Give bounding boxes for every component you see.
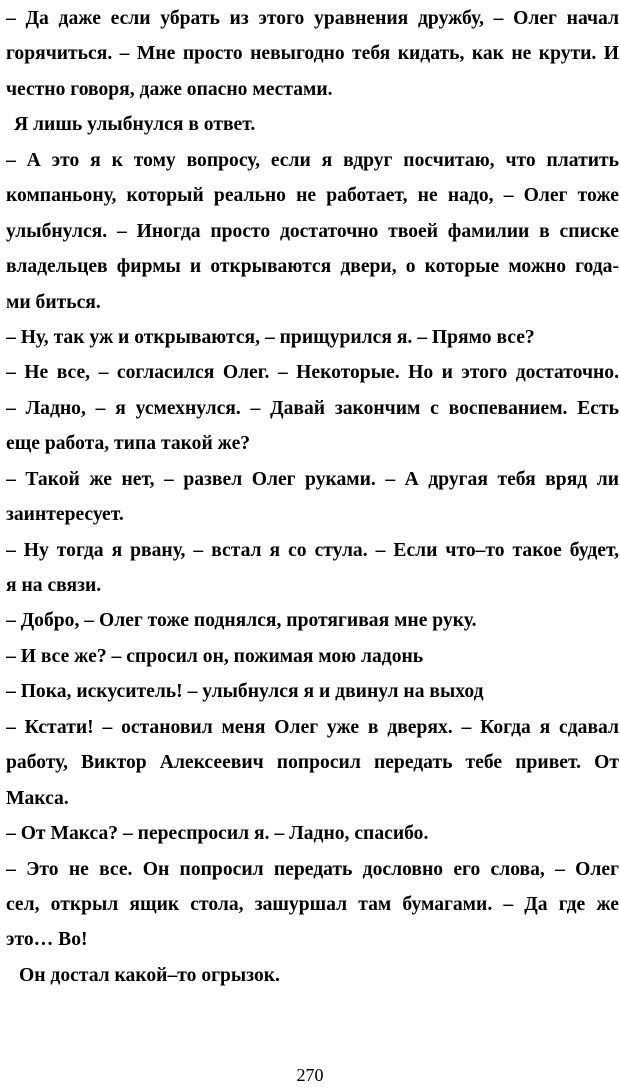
- text-line: сел, открыл ящик стола, зашуршал там бумагами. – Да где же: [6, 893, 619, 915]
- text-line: еще работа, типа такой же?: [6, 433, 251, 455]
- text-line: улыбнулся. – Иногда просто достаточно твоей фамилии в списке: [6, 220, 619, 242]
- text-line: работу, Виктор Алексеевич попросил передать тебе привет. От: [6, 752, 619, 774]
- text-line: это… Во!: [6, 929, 88, 951]
- text-line: – Не все, – согласился Олег. – Некоторые. Но и этого достаточно.: [6, 362, 619, 384]
- text-line: – А это я к тому вопросу, если я вдруг посчитаю, что платить: [6, 149, 619, 171]
- text-line: – Ладно, – я усмехнулся. – Давай закончим с воспеванием. Есть: [6, 397, 619, 419]
- page-number: 270: [296, 1065, 324, 1085]
- text-line: владельцев фирмы и открываются двери, о которые можно года-: [6, 256, 619, 278]
- text-line: компаньону, который реально не работает, не надо, – Олег тоже: [6, 185, 619, 207]
- text-line: горячиться. – Мне просто невыгодно тебя кидать, как не крути. И: [6, 43, 619, 65]
- text-line: – Добро, – Олег тоже поднялся, протягивая мне руку.: [6, 610, 477, 632]
- text-line: – Такой же нет, – развел Олег руками. – А другая тебя вряд ли: [6, 468, 619, 490]
- text-line: – Ну, так уж и открываются, – прищурился я. – Прямо все?: [6, 326, 535, 348]
- text-line: Я лишь улыбнулся в ответ.: [14, 114, 256, 136]
- text-line: – Пока, искуситель! – улыбнулся я и двинул на выход: [6, 681, 484, 703]
- text-line: Макса.: [6, 787, 69, 809]
- text-line: – Это не все. Он попросил передать дословно его слова, – Олег: [6, 858, 619, 880]
- text-line: – Да даже если убрать из этого уравнения дружбу, – Олег начал: [6, 8, 619, 29]
- text-line: Он достал какой–то огрызок.: [19, 964, 280, 986]
- text-line: я на связи.: [6, 575, 102, 596]
- text-line: ми биться.: [6, 291, 101, 313]
- text-line: – Кстати! – остановил меня Олег уже в дверях. – Когда я сдавал: [6, 716, 619, 738]
- body-text: [6, 1, 619, 993]
- text-line: честно говоря, даже опасно местами.: [6, 78, 333, 100]
- text-line: – От Макса? – переспросил я. – Ладно, спасибо.: [6, 823, 429, 845]
- text-line: – Ну тогда я рвану, – встал я со стула. – Если что–то такое будет,: [6, 539, 619, 561]
- text-line: заинтересует.: [6, 504, 124, 526]
- text-line: – И все же? – спросил он, пожимая мою ладонь: [6, 645, 424, 667]
